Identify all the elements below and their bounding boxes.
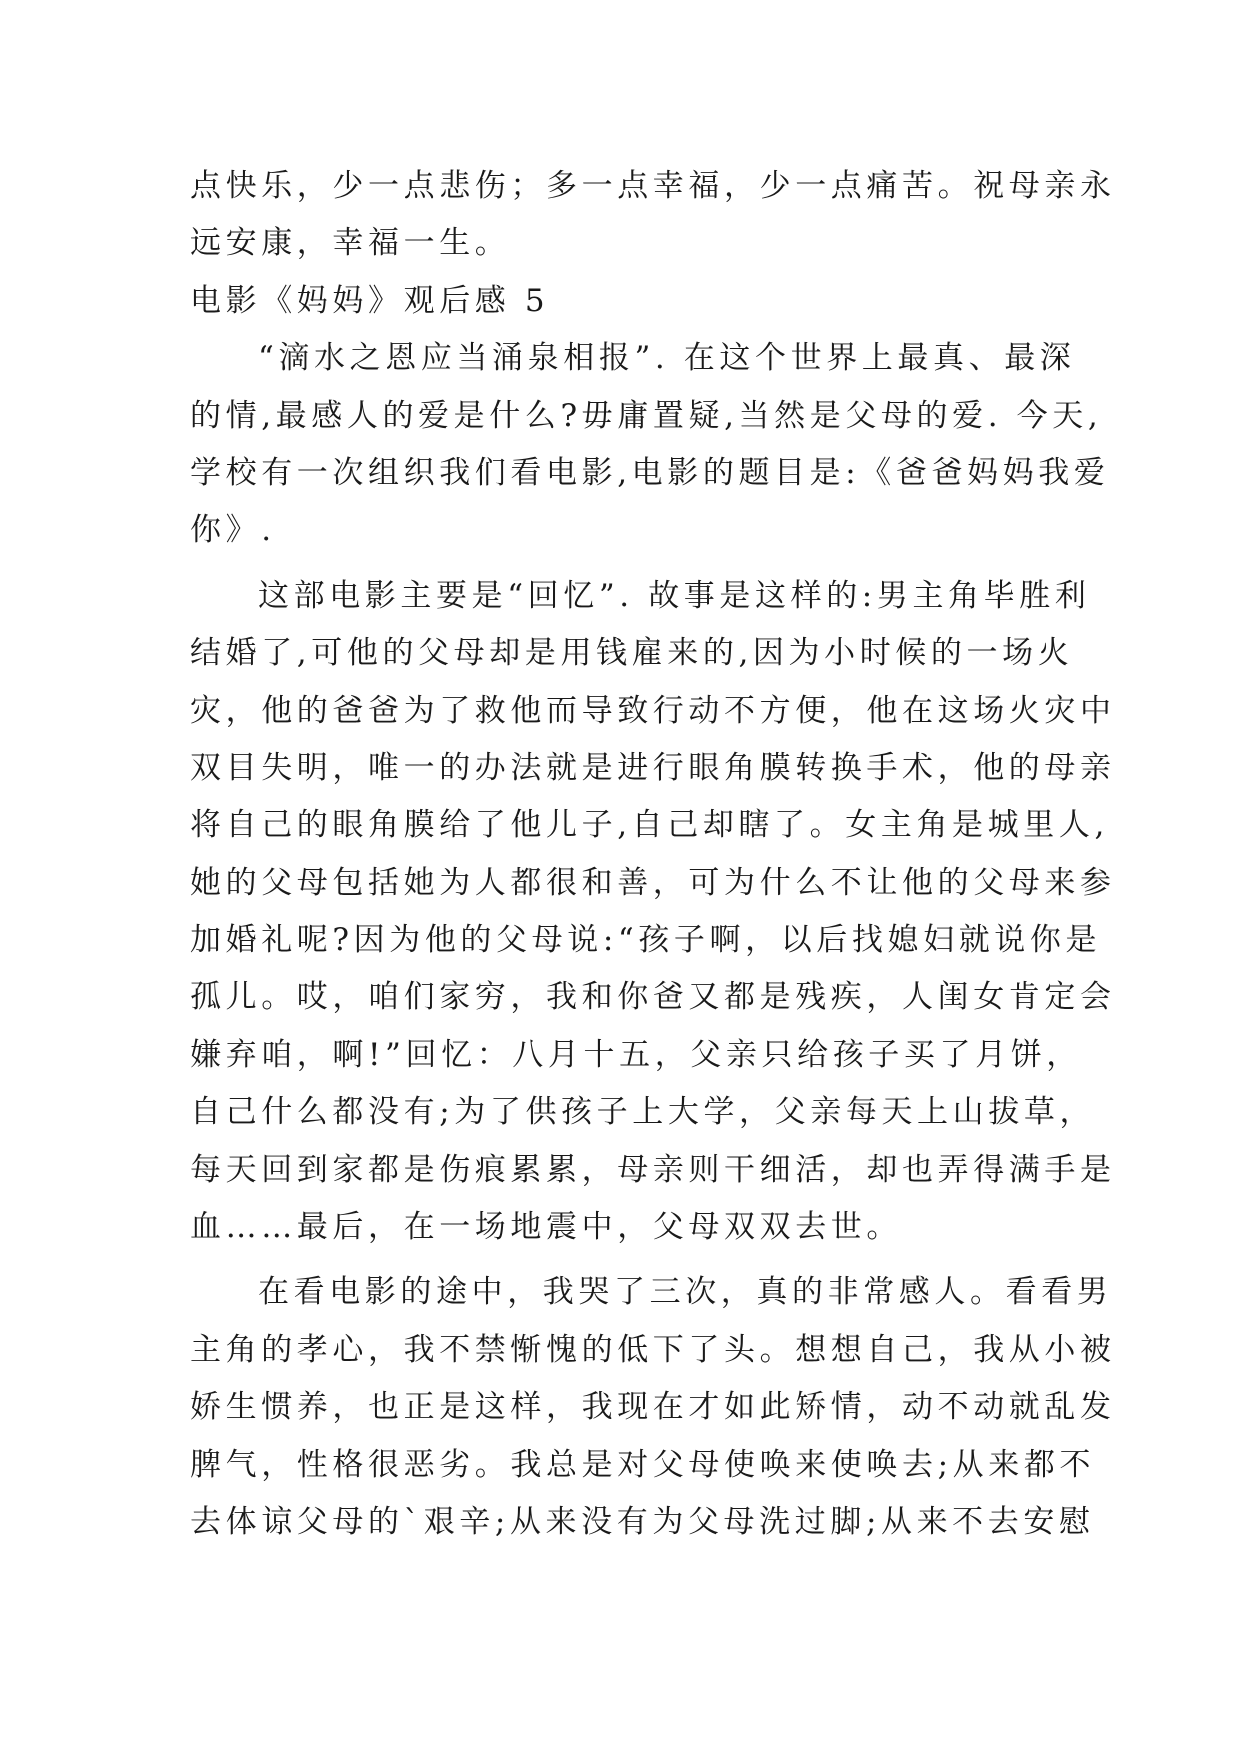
- paragraph-line: 将自己的眼角膜给了他儿子,自己却瞎了。女主角是城里人,: [190, 807, 1109, 844]
- paragraph-line: 灾，他的爸爸为了救他而导致行动不方便，他在这场火灾中: [190, 692, 1116, 729]
- paragraph-line: 血……最后，在一场地震中，父母双双去世。: [190, 1209, 902, 1246]
- paragraph-line: “滴水之恩应当涌泉相报”. 在这个世界上最真、最深: [258, 340, 1076, 377]
- paragraph-line: 主角的孝心，我不禁惭愧的低下了头。想想自己，我从小被: [190, 1331, 1116, 1368]
- paragraph-line: 这部电影主要是“回忆”. 故事是这样的:男主角毕胜利: [258, 577, 1091, 614]
- paragraph-line: 嫌弃咱，啊!”回忆：八月十五，父亲只给孩子买了月饼，: [190, 1036, 1082, 1073]
- paragraph-line: 在看电影的途中，我哭了三次，真的非常感人。看看男: [258, 1274, 1113, 1311]
- paragraph-line: 的情,最感人的爱是什么?毋庸置疑,当然是父母的爱. 今天,: [190, 397, 1103, 434]
- paragraph-line: 双目失明，唯一的办法就是进行眼角膜转换手术，他的母亲: [190, 749, 1116, 786]
- paragraph-line: 学校有一次组织我们看电影,电影的题目是:《爸爸妈妈我爱: [190, 454, 1110, 491]
- paragraph-line: 脾气，性格很恶劣。我总是对父母使唤来使唤去;从来都不: [190, 1446, 1096, 1483]
- document-body: [190, 158, 1116, 1551]
- paragraph-line: 她的父母包括她为人都很和善，可为什么不让他的父母来参: [190, 864, 1116, 901]
- text-line: 点快乐，少一点悲伤；多一点幸福，少一点痛苦。祝母亲永: [190, 168, 1116, 204]
- section-heading: 电影《妈妈》观后感 5: [190, 282, 550, 319]
- paragraph-line: 加婚礼呢?因为他的父母说:“孩子啊，以后找媳妇就说你是: [190, 922, 1102, 959]
- paragraph-line: 娇生惯养，也正是这样，我现在才如此矫情，动不动就乱发: [190, 1389, 1116, 1426]
- paragraph-line: 自己什么都没有;为了供孩子上大学，父亲每天上山拔草，: [190, 1094, 1096, 1131]
- paragraph-line: 结婚了,可他的父母却是用钱雇来的,因为小时候的一场火: [190, 635, 1074, 672]
- paragraph-line: 你》.: [190, 512, 276, 549]
- paragraph-spacer: [190, 560, 1050, 568]
- paragraph-line: 孤儿。哎，咱们家穷，我和你爸又都是残疾，人闺女肯定会: [190, 979, 1116, 1016]
- paragraph-spacer: [190, 1256, 1050, 1264]
- text-line: 远安康，幸福一生。: [190, 225, 511, 262]
- paragraph-line: 每天回到家都是伤痕累累，母亲则干细活，却也弄得满手是: [190, 1151, 1116, 1188]
- paragraph-line: 去体谅父母的`艰辛;从来没有为父母洗过脚;从来不去安慰: [190, 1503, 1095, 1540]
